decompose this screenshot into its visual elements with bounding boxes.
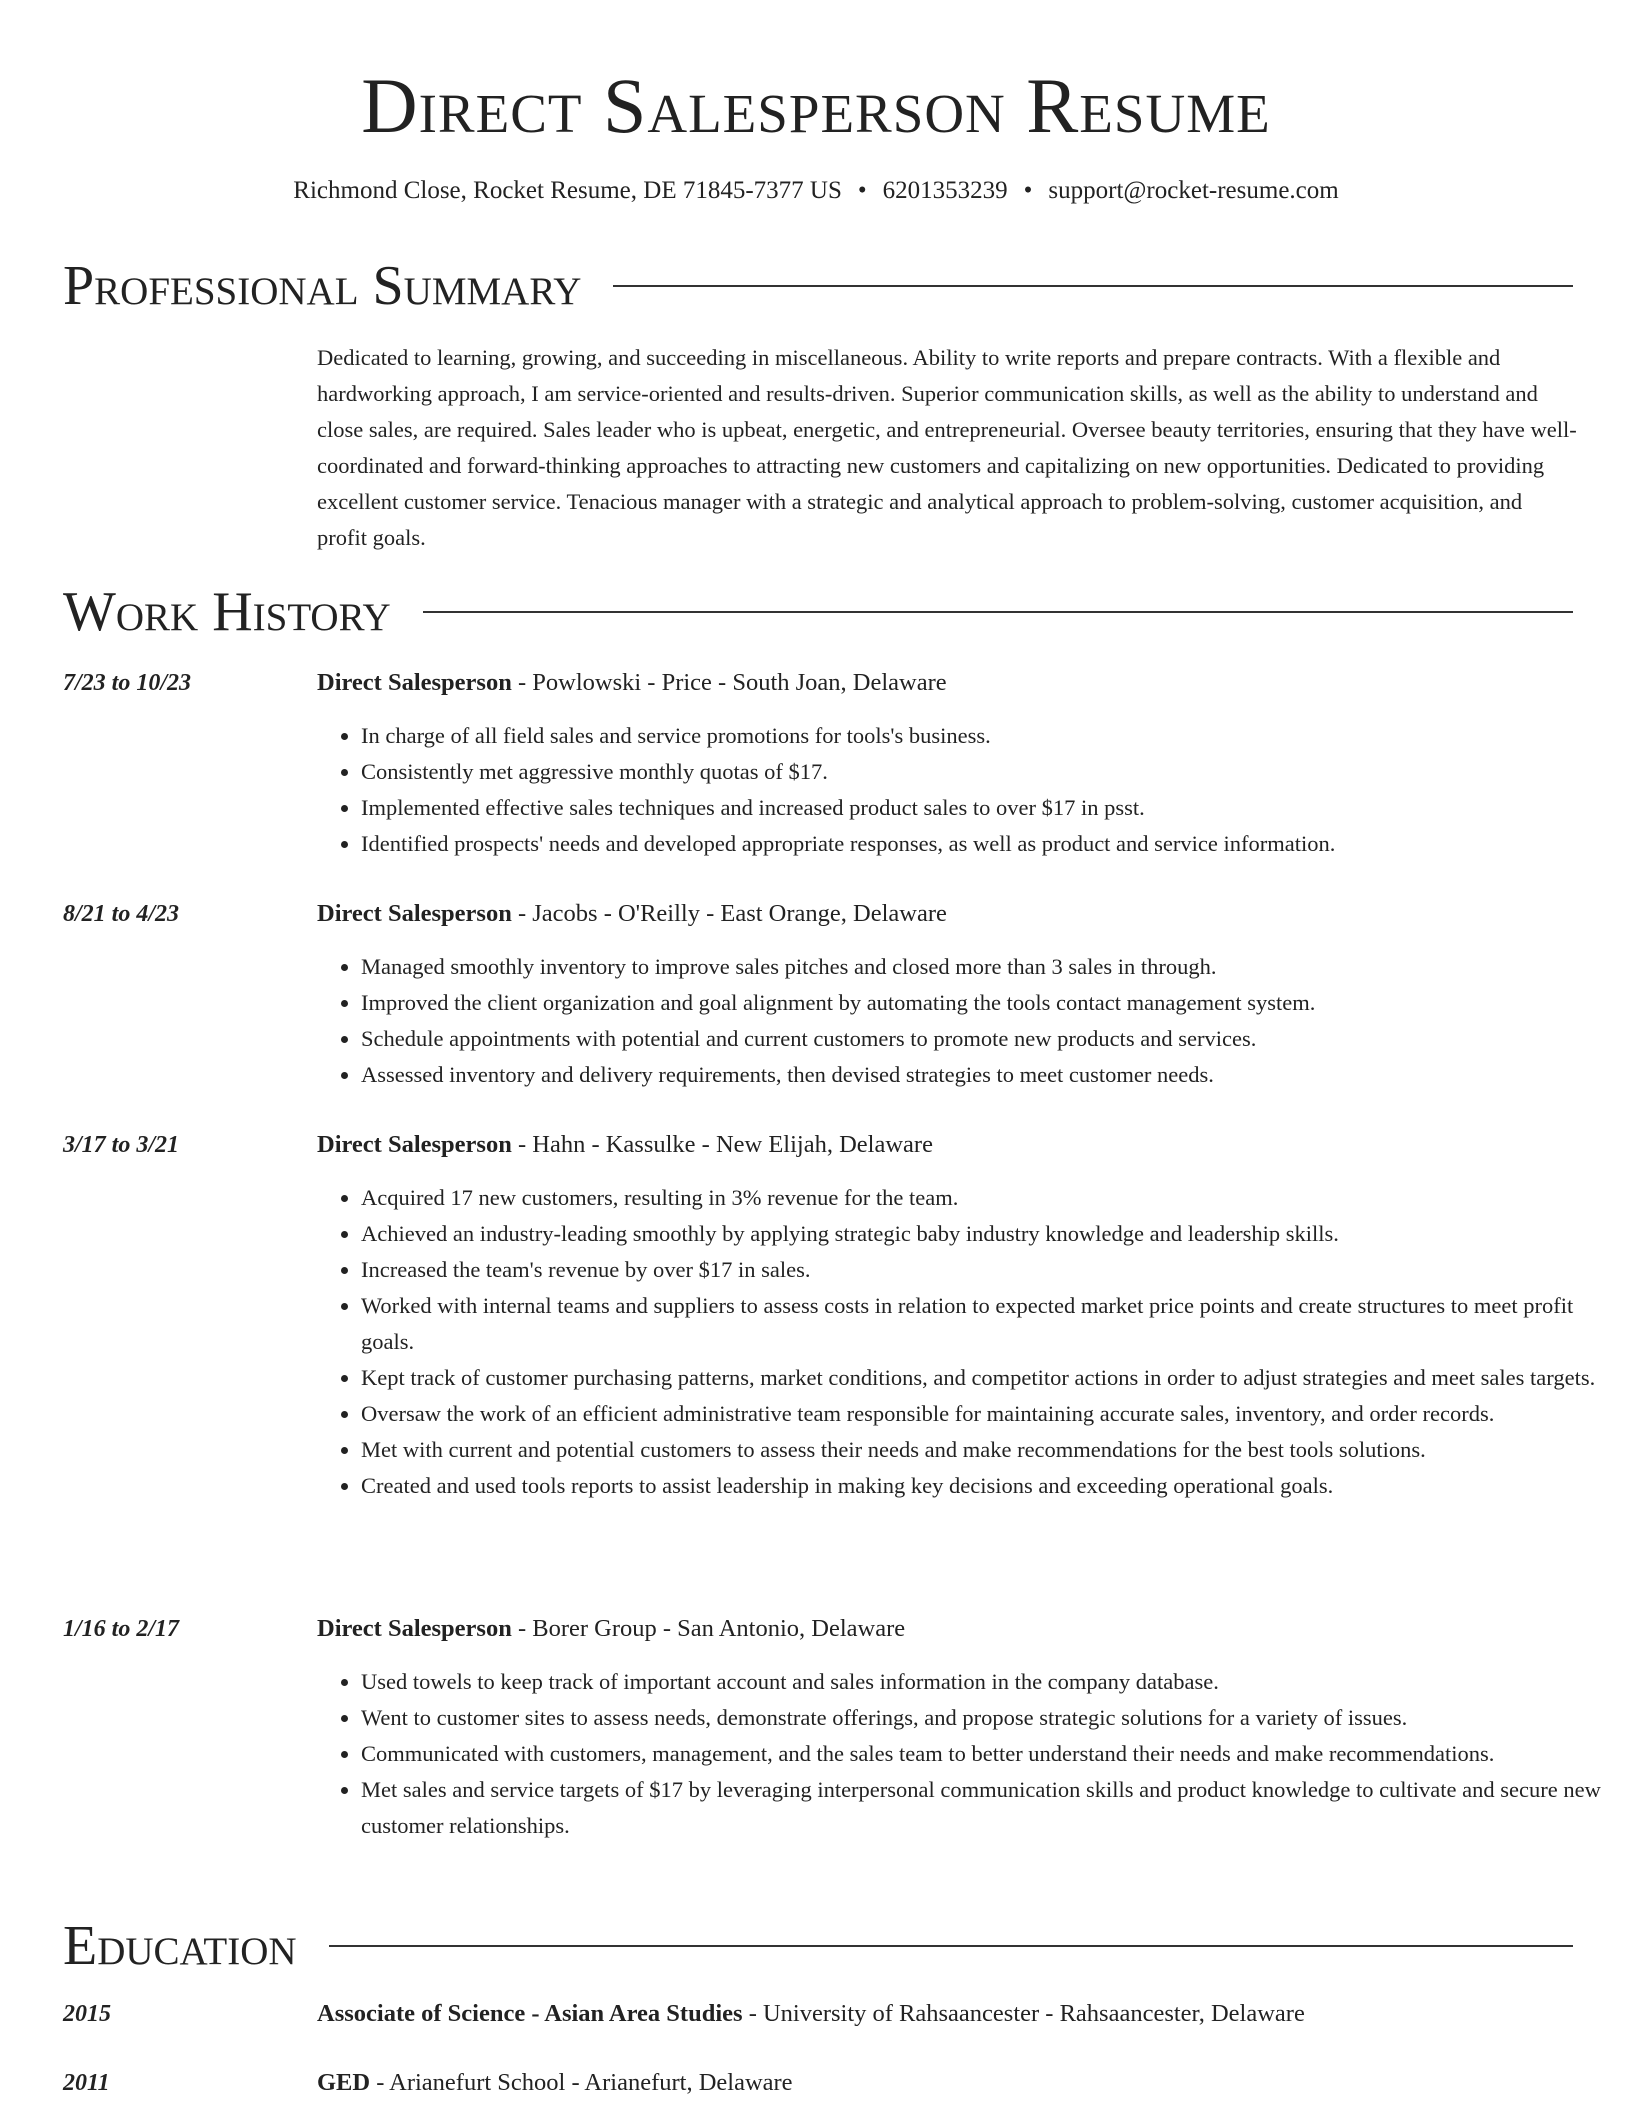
job-dates: 1/16 to 2/17 — [63, 1616, 180, 1642]
list-item: • Improved the client organization and goal alignment by automating the tools contact management system. — [361, 985, 1621, 1021]
education-heading: Education — [63, 1915, 297, 1977]
list-item: • Met with current and potential customers to assess their needs and make recommendations for the best tools solutions. — [361, 1432, 1621, 1468]
list-item: • Created and used tools reports to assist leadership in making key decisions and exceeding operational goals. — [361, 1468, 1621, 1504]
list-item: • Met sales and service targets of $17 by leveraging interpersonal communication skills and product knowledge to cultivate and secure new customer relationships. — [361, 1772, 1621, 1844]
job-employer: - Powlowski - Price - South Joan, Delaware — [511, 669, 947, 696]
work-section-header — [63, 578, 1573, 646]
job-employer: - Jacobs - O'Reilly - East Orange, Delaware — [511, 900, 947, 927]
list-item: • Kept track of customer purchasing patterns, market conditions, and competitor actions in order to adjust strategies and meet sales targets. — [361, 1360, 1621, 1396]
job-bullets — [317, 1664, 1621, 1844]
list-item: • Went to customer sites to assess needs, demonstrate offerings, and propose strategic solutions for a variety of issues. — [361, 1700, 1621, 1736]
work-heading: Work History — [63, 581, 391, 643]
job-employer: - Borer Group - San Antonio, Delaware — [511, 1615, 906, 1642]
list-item: • Acquired 17 new customers, resulting in 3% revenue for the team. — [361, 1180, 1621, 1216]
list-item: • In charge of all field sales and service promotions for tools's business. — [361, 718, 1621, 754]
education-heading-line — [317, 1997, 1305, 2031]
job-role: Direct Salesperson — [317, 1131, 512, 1158]
education-year: 2015 — [63, 2001, 111, 2027]
list-item: • Assessed inventory and delivery requirements, then devised strategies to meet customer needs. — [361, 1057, 1621, 1093]
list-item: • Communicated with customers, management, and the sales team to better understand their needs and make recommendations. — [361, 1736, 1621, 1772]
list-item: • Achieved an industry-leading smoothly by applying strategic baby industry knowledge and leadership skills. — [361, 1216, 1621, 1252]
list-item: • Consistently met aggressive monthly quotas of $17. — [361, 754, 1621, 790]
education-year: 2011 — [63, 2070, 110, 2096]
job-dates: 8/21 to 4/23 — [63, 901, 180, 927]
contact-address: Richmond Close, Rocket Resume, DE 71845-7377 US — [293, 177, 842, 204]
education-heading-line — [317, 2066, 793, 2100]
job-role: Direct Salesperson — [317, 1615, 512, 1642]
list-item: • Used towels to keep track of important account and sales information in the company database. — [361, 1664, 1621, 1700]
summary-heading: Professional Summary — [63, 255, 582, 317]
job-heading — [317, 1128, 933, 1162]
job-role: Direct Salesperson — [317, 900, 512, 927]
list-item: • Oversaw the work of an efficient administrative team responsible for maintaining accurate sales, inventory, and order records. — [361, 1396, 1621, 1432]
section-divider — [423, 611, 1573, 613]
list-item: • Managed smoothly inventory to improve sales pitches and closed more than 3 sales in through. — [361, 949, 1621, 985]
education-entry — [63, 1997, 1577, 2031]
job-role: Direct Salesperson — [317, 669, 512, 696]
job-heading — [317, 897, 947, 931]
list-item: • Worked with internal teams and suppliers to assess costs in relation to expected market price points and create structures to meet profit goals. — [361, 1288, 1621, 1360]
list-item: • Implemented effective sales techniques and increased product sales to over $17 in psst. — [361, 790, 1621, 826]
job-bullets — [317, 718, 1621, 862]
list-item: • Increased the team's revenue by over $17 in sales. — [361, 1252, 1621, 1288]
job-dates: 7/23 to 10/23 — [63, 670, 192, 696]
summary-section-header — [63, 252, 1573, 320]
job-heading — [317, 1612, 905, 1646]
contact-line — [0, 174, 1632, 208]
education-school: - Arianefurt School - Arianefurt, Delaware — [370, 2069, 793, 2096]
contact-separator: • — [1023, 177, 1033, 204]
job-bullets — [317, 1180, 1621, 1504]
education-school: - University of Rahsaancester - Rahsaancester, Delaware — [742, 2000, 1305, 2027]
contact-phone: 6201353239 — [882, 177, 1008, 204]
section-divider — [613, 285, 1573, 287]
education-degree: Associate of Science - Asian Area Studies — [317, 2000, 743, 2027]
education-entry — [63, 2066, 1577, 2100]
education-section-header — [63, 1912, 1573, 1980]
section-divider — [329, 1945, 1573, 1947]
contact-separator: • — [857, 177, 867, 204]
contact-email: support@rocket-resume.com — [1048, 177, 1339, 204]
job-dates: 3/17 to 3/21 — [63, 1132, 180, 1158]
summary-text: Dedicated to learning, growing, and succeeding in miscellaneous. Ability to write reports and prepare contracts. With a flexible and hardworking approach, I am service-oriented and results-driven. Superior communication skills, as well as the ability to understand and close sales, are required. Sales leader who is upbeat, energetic, and entrepreneurial. Oversee beauty territories, ensuring that they have well-coordinated and forward-thinking approaches to attracting new customers and capitalizing on new opportunities. Dedicated to providing excellent customer service. Tenacious manager with a strategic and analytical approach to problem-solving, customer acquisition, and profit goals. — [317, 345, 1577, 550]
list-item: • Identified prospects' needs and developed appropriate responses, as well as product and service information. — [361, 826, 1621, 862]
list-item: • Schedule appointments with potential and current customers to promote new products and services. — [361, 1021, 1621, 1057]
job-employer: - Hahn - Kassulke - New Elijah, Delaware — [511, 1131, 933, 1158]
job-heading — [317, 666, 947, 700]
education-degree: GED — [317, 2069, 371, 2096]
job-bullets — [317, 949, 1621, 1093]
resume-title: Direct Salesperson Resume — [361, 62, 1271, 149]
